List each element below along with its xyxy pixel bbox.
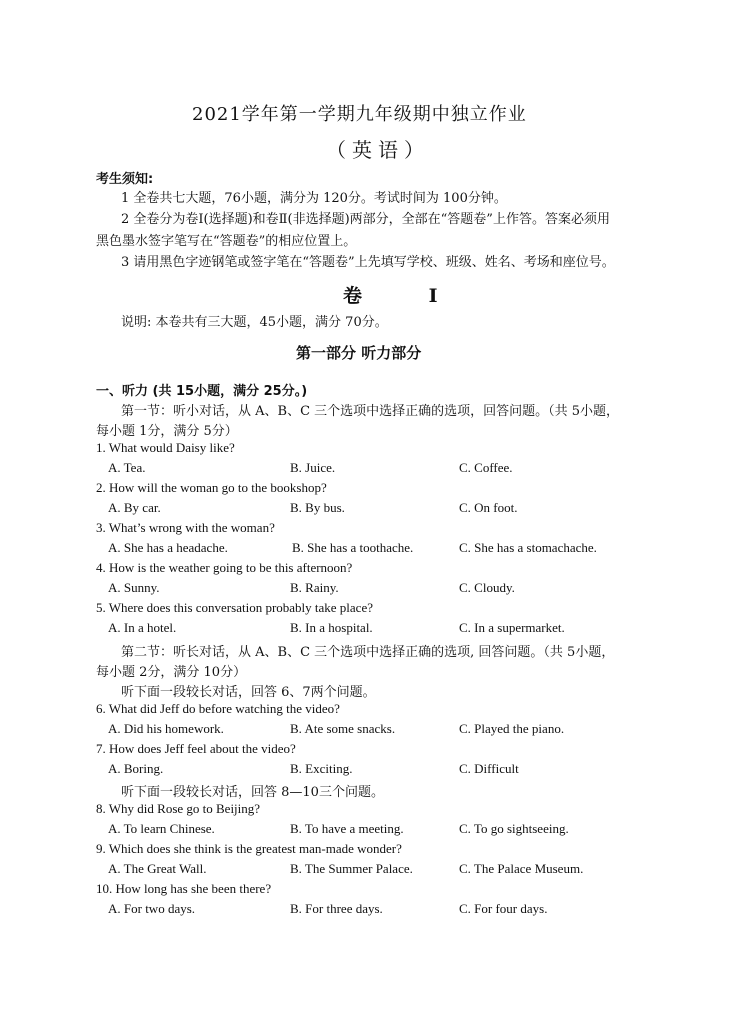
question-text: 4. How is the weather going to be this afternoon? xyxy=(96,560,353,575)
option-c: C. For four days. xyxy=(459,901,548,916)
option-c: C. Cloudy. xyxy=(459,580,515,595)
section-instruction: 每小题 2分，满分 10分） xyxy=(96,665,247,680)
option-b: B. The Summer Palace. xyxy=(290,861,413,876)
option-a: A. Boring. xyxy=(108,761,164,776)
notice-item: 1 全卷共七大题，76小题，满分为 120分。考试时间为 100分钟。 xyxy=(121,191,507,206)
section-instruction: 第一节：听小对话，从 A、B、C 三个选项中选择正确的选项，回答问题。（共 5小题， xyxy=(121,404,620,419)
volume-note: 说明: 本卷共有三大题，45小题，满分 70分。 xyxy=(121,315,388,330)
dialog-instruction: 听下面一段较长对话，回答 8—10三个问题。 xyxy=(121,785,384,800)
part-heading: 第一部分 听力部分 xyxy=(296,344,422,362)
option-b: B. Juice. xyxy=(290,460,336,475)
option-c: C. She has a stomachache. xyxy=(459,540,597,555)
option-a: A. Did his homework. xyxy=(108,721,224,736)
option-a: A. The Great Wall. xyxy=(108,861,207,876)
option-c: C. Played the piano. xyxy=(459,721,565,736)
section-instruction: 第二节：听长对话，从 A、B、C 三个选项中选择正确的选项, 回答问题。（共 5小题， xyxy=(121,645,615,660)
notice-heading: 考生须知: xyxy=(96,172,154,187)
option-a: A. She has a headache. xyxy=(108,540,228,555)
section-instruction: 每小题 1分，满分 5分） xyxy=(96,424,238,439)
option-c: C. To go sightseeing. xyxy=(459,821,569,836)
option-a: A. Sunny. xyxy=(108,580,160,595)
option-b: B. For three days. xyxy=(290,901,383,916)
volume-heading: 卷 Ⅰ xyxy=(343,285,468,307)
option-b: B. She has a toothache. xyxy=(292,540,414,555)
question-text: 5. Where does this conversation probably take place? xyxy=(96,600,373,615)
option-c: C. In a supermarket. xyxy=(459,620,565,635)
option-a: A. By car. xyxy=(108,500,161,515)
notice-item: 黑色墨水签字笔写在“答题卷”的相应位置上。 xyxy=(96,234,357,249)
question-text: 7. How does Jeff feel about the video? xyxy=(96,741,296,756)
dialog-instruction: 听下面一段较长对话，回答 6、7两个问题。 xyxy=(121,685,376,700)
notice-item: 2 全卷分为卷Ⅰ(选择题)和卷Ⅱ(非选择题)两部分，全部在“答题卷”上作答。答案必须用 xyxy=(121,212,610,227)
option-a: A. Tea. xyxy=(108,460,146,475)
notice-item: 3 请用黑色字迹钢笔或签字笔在“答题卷”上先填写学校、班级、姓名、考场和座位号。 xyxy=(121,255,615,270)
option-b: B. Rainy. xyxy=(290,580,339,595)
option-b: B. In a hospital. xyxy=(290,620,373,635)
option-c: C. The Palace Museum. xyxy=(459,861,584,876)
question-text: 1. What would Daisy like? xyxy=(96,440,235,455)
option-b: B. Exciting. xyxy=(290,761,353,776)
option-a: A. In a hotel. xyxy=(108,620,177,635)
option-c: C. Coffee. xyxy=(459,460,513,475)
option-b: B. Ate some snacks. xyxy=(290,721,396,736)
option-a: A. To learn Chinese. xyxy=(108,821,215,836)
question-text: 3. What’s wrong with the woman? xyxy=(96,520,275,535)
option-c: C. Difficult xyxy=(459,761,519,776)
option-c: C. On foot. xyxy=(459,500,518,515)
question-text: 9. Which does she think is the greatest man-made wonder? xyxy=(96,841,402,856)
section-heading: 一、听力 (共 15小题，满分 25分。) xyxy=(96,384,308,399)
option-b: B. To have a meeting. xyxy=(290,821,404,836)
exam-title: 2021学年第一学期九年级期中独立作业 xyxy=(192,104,527,125)
question-text: 8. Why did Rose go to Beijing? xyxy=(96,801,261,816)
question-text: 2. How will the woman go to the bookshop? xyxy=(96,480,327,495)
question-text: 10. How long has she been there? xyxy=(96,881,272,896)
option-a: A. For two days. xyxy=(108,901,196,916)
subject-subtitle: （英语） xyxy=(326,138,430,162)
option-b: B. By bus. xyxy=(290,500,345,515)
question-text: 6. What did Jeff do before watching the video? xyxy=(96,701,340,716)
